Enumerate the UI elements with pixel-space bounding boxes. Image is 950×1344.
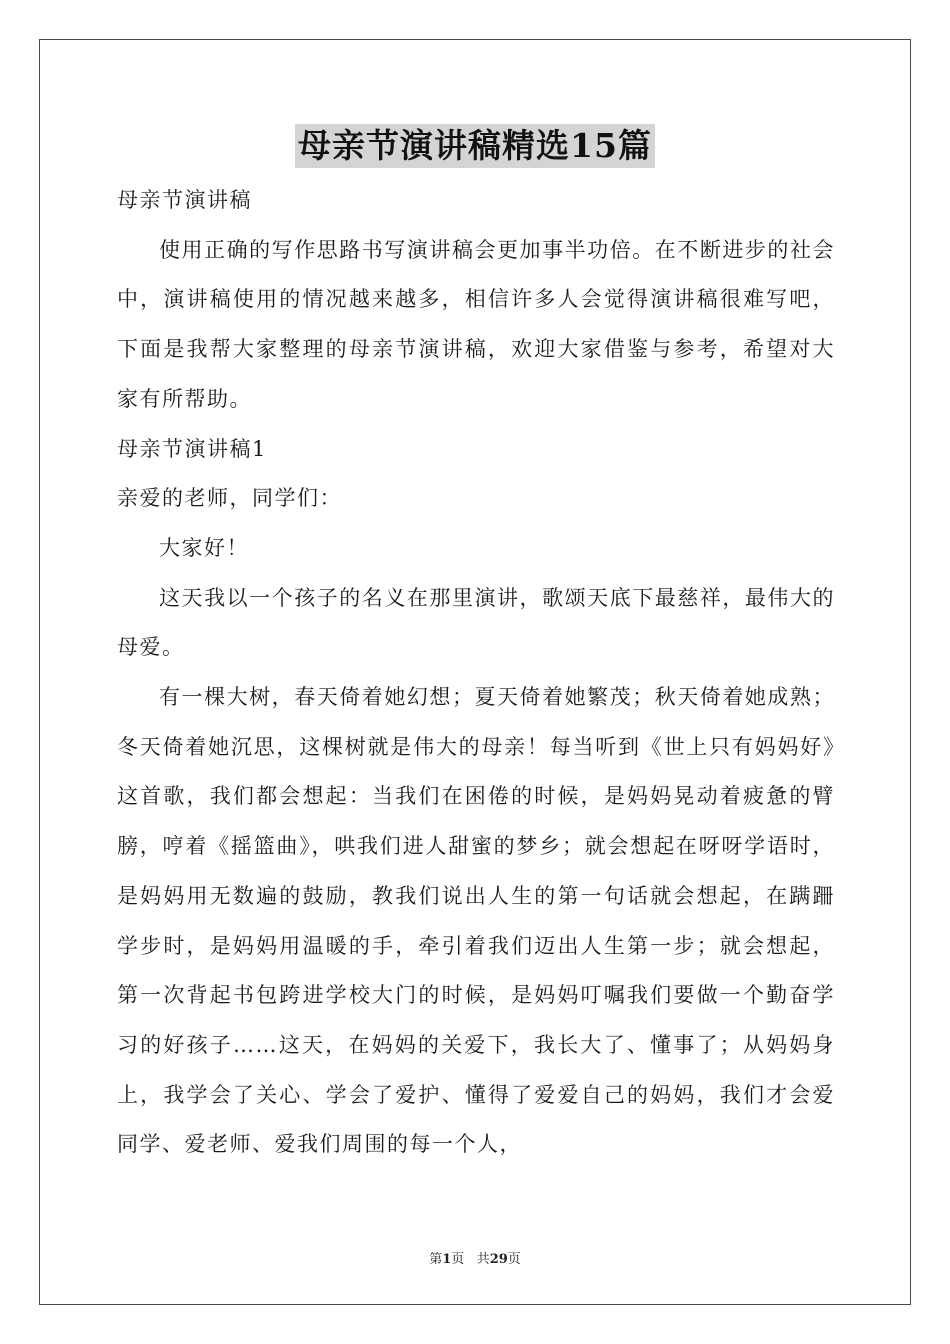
section-heading: 母亲节演讲稿	[117, 188, 252, 212]
page-footer	[0, 1248, 950, 1267]
document-body	[117, 176, 835, 1170]
page-suffix: 页	[451, 1252, 465, 1267]
intro-paragraph: 使用正确的写作思路书写演讲稿会更加事半功倍。在不断进步的社会中，演讲稿使用的情况越来越多，相信许多人会觉得演讲稿很难写吧，下面是我帮大家整理的母亲节演讲稿，欢迎大家借鉴与参考，希望对大家有所帮助。	[117, 237, 835, 411]
body-paragraph: 这天我以一个孩子的名义在那里演讲，歌颂天底下最慈祥，最伟大的母爱。	[117, 585, 835, 660]
total-suffix: 页	[507, 1252, 521, 1267]
page-current: 1	[442, 1252, 452, 1267]
page-total: 29	[489, 1252, 508, 1267]
total-prefix: 共	[476, 1252, 490, 1267]
body-paragraph: 有一棵大树，春天倚着她幻想；夏天倚着她繁茂；秋天倚着她成熟；冬天倚着她沉思，这棵树就是伟大的母亲！每当听到《世上只有妈妈好》这首歌，我们都会想起：当我们在困倦的时候，是妈妈晃动着疲惫的臂膀，哼着《摇篮曲》，哄我们进人甜蜜的梦乡；就会想起在呀呀学语时，是妈妈用无数遍的鼓励，教我们说出人生的第一句话就会想起，在蹒跚学步时，是妈妈用温暖的手，牵引着我们迈出人生第一步；就会想起，第一次背起书包跨进学校大门的时候，是妈妈叮嘱我们要做一个勤奋学习的好孩子……这天，在妈妈的关爱下，我长大了、懂事了；从妈妈身上，我学会了关心、学会了爱护、懂得了爱爱自己的妈妈，我们才会爱同学、爱老师、爱我们周围的每一个人，	[117, 685, 835, 1157]
title-container	[0, 124, 950, 168]
salutation: 亲爱的老师，同学们：	[117, 486, 342, 511]
greeting: 大家好！	[159, 535, 249, 560]
document-title: 母亲节演讲稿精选15篇	[295, 124, 655, 168]
section-heading: 母亲节演讲稿1	[117, 436, 267, 461]
page-prefix: 第	[429, 1252, 443, 1267]
